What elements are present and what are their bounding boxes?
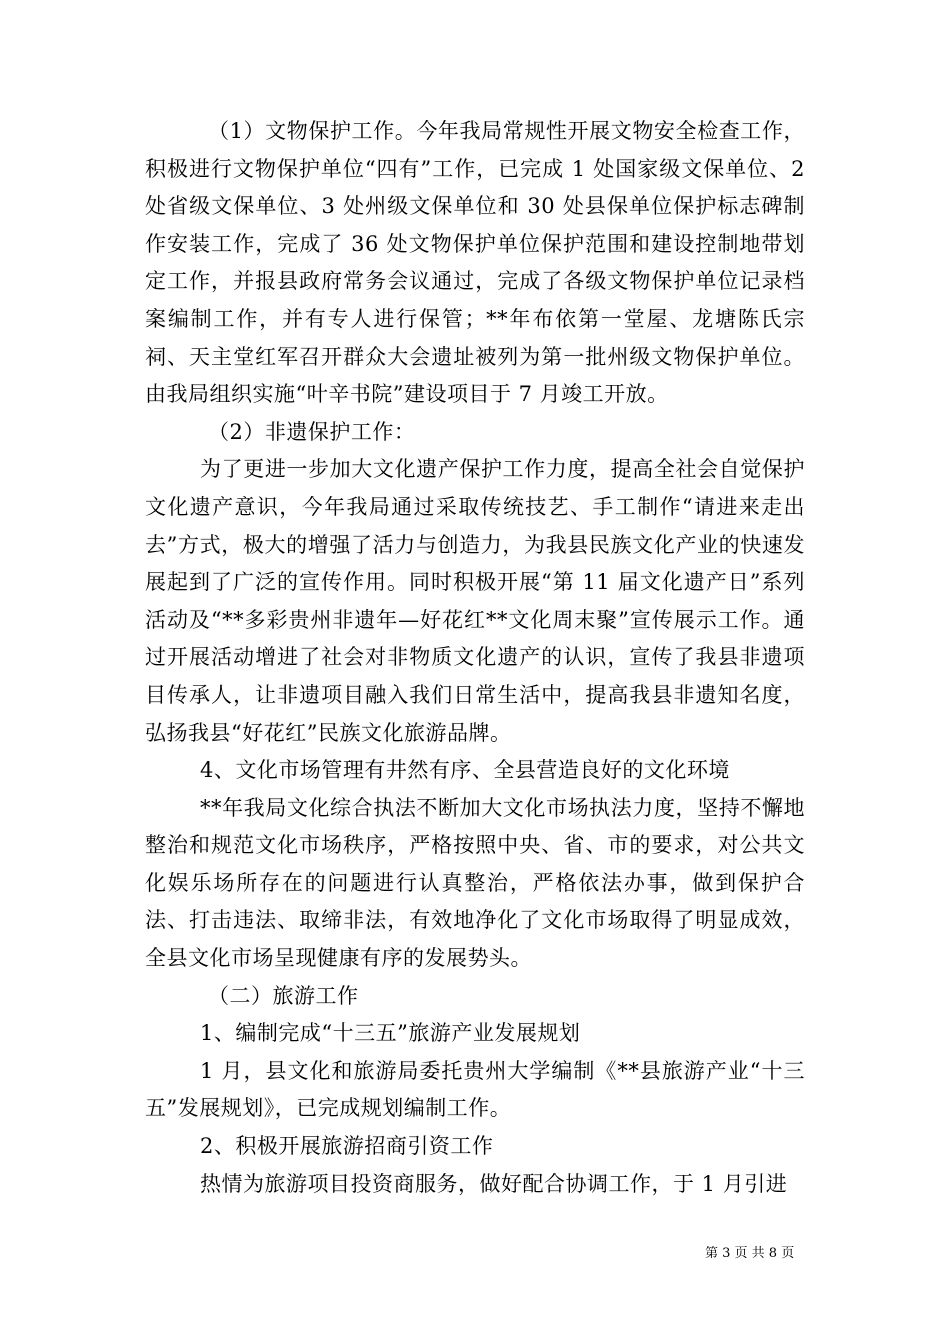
heading-intangible-heritage: （2）非遗保护工作： <box>208 419 416 444</box>
document-body <box>145 113 805 1203</box>
paragraph-tourism-plan: 1 月，县文化和旅游局委托贵州大学编制《**县旅游产业“十三五”发展规划》，已完成规划编制工作。 <box>145 1058 805 1121</box>
page-number-footer: 第 3 页 共 8 页 <box>705 1246 795 1261</box>
heading-tourism: （二）旅游工作 <box>208 983 359 1008</box>
heading-culture-market: 4、文化市场管理有井然有序、全县营造良好的文化环境 <box>200 758 730 783</box>
heading-tourism-plan: 1、编制完成“十三五”旅游产业发展规划 <box>200 1021 581 1046</box>
paragraph-culture-market: **年我局文化综合执法不断加大文化市场执法力度，坚持不懈地整治和规范文化市场秩序，严格按照中央、省、市的要求，对公共文化娱乐场所存在的问题进行认真整治，严格依法办事，做到保护合法、打击违法、取缔非法，有效地净化了文化市场取得了明显成效，全县文化市场呈现健康有序的发展势头。 <box>145 795 805 971</box>
paragraph-cultural-relics: （1）文物保护工作。今年我局常规性开展文物安全检查工作，积极进行文物保护单位“四有”工作，已完成 1 处国家级文保单位、2 处省级文保单位、3 处州级文保单位和 30 处县保单位保护标志碑制作安装工作，完成了 36 处文物保护单位保护范围和建设控制地带划定工作，并报县政府常务会议通过，完成了各级文物保护单位记录档案编制工作，并有专人进行保管；**年布依第一堂屋、龙塘陈氏宗祠、天主堂红军召开群众大会遗址被列为第一批州级文物保护单位。由我局组织实施“叶辛书院”建设项目于 7 月竣工开放。 <box>145 119 805 407</box>
paragraph-investment: 热情为旅游项目投资商服务，做好配合协调工作，于 1 月引进 <box>200 1171 788 1196</box>
heading-investment: 2、积极开展旅游招商引资工作 <box>200 1134 494 1159</box>
paragraph-intangible-heritage: 为了更进一步加大文化遗产保护工作力度，提高全社会自觉保护文化遗产意识，今年我局通过采取传统技艺、手工制作“请进来走出去”方式，极大的增强了活力与创造力，为我县民族文化产业的快速发展起到了广泛的宣传作用。同时积极开展“第 11 届文化遗产日”系列活动及“**多彩贵州非遗年—好花红**文化周末聚”宣传展示工作。通过开展活动增进了社会对非物质文化遗产的认识，宣传了我县非遗项目传承人，让非遗项目融入我们日常生活中，提高我县非遗知名度，弘扬我县“好花红”民族文化旅游品牌。 <box>145 457 805 745</box>
